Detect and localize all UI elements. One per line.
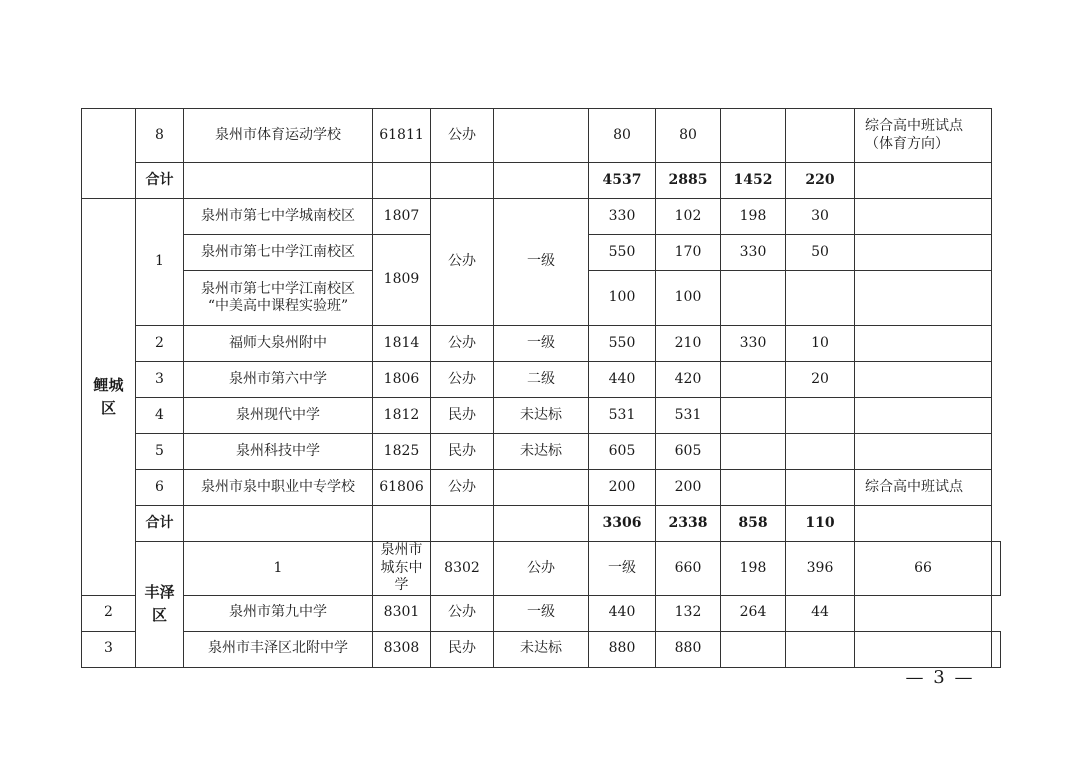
plan-total: 550 [589,326,656,362]
page-number: — 3 — [905,667,975,688]
plan-total: 330 [589,199,656,235]
school-type: 公办 [494,542,589,596]
row-number: 1 [184,542,373,596]
subtotal-label: 合计 [136,506,184,542]
subtotal-row [82,163,1001,199]
district-cell-fengze: 丰泽 区 [136,542,184,668]
plan-col-1: 420 [656,362,721,398]
school-name: 泉州市第七中学江南校区 [184,235,373,271]
plan-col-1: 132 [656,595,721,631]
plan-col-2: 396 [786,542,855,596]
school-code: 61811 [373,109,431,163]
plan-col-2 [721,109,786,163]
row-number: 2 [136,326,184,362]
table-row [82,326,1001,362]
subtotal-col-1: 2338 [656,506,721,542]
school-name: 泉州现代中学 [184,398,373,434]
subtotal-label: 合计 [136,163,184,199]
school-code: 8308 [373,631,431,667]
plan-col-1: 198 [721,542,786,596]
plan-col-3 [786,109,855,163]
plan-total: 605 [589,434,656,470]
school-name: 泉州市第九中学 [184,595,373,631]
school-name: 泉州市第七中学江南校区 “中美高中课程实验班” [184,271,373,326]
note-line: 综合高中班试点 [865,118,963,134]
row-number: 1 [136,199,184,326]
school-code: 1809 [373,235,431,326]
school-code: 8301 [373,595,431,631]
school-code: 1812 [373,398,431,434]
plan-col-2: 198 [721,199,786,235]
row-number: 3 [82,631,136,667]
plan-col-1: 605 [656,434,721,470]
school-code: 61806 [373,470,431,506]
plan-total: 80 [589,109,656,163]
district-cell-licheng: 鲤城 区 [82,199,136,596]
plan-col-1: 170 [656,235,721,271]
school-type: 公办 [431,109,494,163]
school-type: 公办 [431,595,494,631]
plan-col-3: 30 [786,199,855,235]
note: 综合高中班试点 [855,470,992,506]
subtotal-row [82,506,1001,542]
subtotal-col-2: 1452 [721,163,786,199]
row-number: 6 [136,470,184,506]
subtotal-col-3: 110 [786,506,855,542]
row-number: 4 [136,398,184,434]
school-name: 泉州市第六中学 [184,362,373,398]
plan-total: 531 [589,398,656,434]
school-type: 民办 [431,398,494,434]
plan-total: 660 [656,542,721,596]
plan-col-1: 102 [656,199,721,235]
table-row [82,434,1001,470]
plan-total: 440 [589,595,656,631]
school-level: 未达标 [494,398,589,434]
table-row [82,199,1001,235]
school-level: 一级 [494,595,589,631]
school-level: 一级 [494,326,589,362]
school-type: 公办 [431,362,494,398]
plan-col-2: 330 [721,235,786,271]
school-name: 泉州市第七中学城南校区 [184,199,373,235]
plan-col-1: 100 [656,271,721,326]
row-number: 3 [136,362,184,398]
subtotal-col-2: 858 [721,506,786,542]
note-line: （体育方向） [865,135,949,152]
school-type: 民办 [431,434,494,470]
school-level: 一级 [494,199,589,326]
table-row [82,362,1001,398]
school-code: 1814 [373,326,431,362]
plan-col-1: 880 [656,631,721,667]
table-row [82,398,1001,434]
school-name: 泉州市城东中学 [373,542,431,596]
school-code: 1825 [373,434,431,470]
enrollment-table [81,108,1001,668]
plan-col-3: 10 [786,326,855,362]
school-name: 泉州市丰泽区北附中学 [184,631,373,667]
school-code: 8302 [431,542,494,596]
plan-col-3: 44 [786,595,855,631]
plan-total: 550 [589,235,656,271]
school-code: 1807 [373,199,431,235]
plan-col-3: 66 [855,542,992,596]
table-row [82,631,1001,667]
school-type: 公办 [431,199,494,326]
school-level: 未达标 [494,434,589,470]
school-name: 泉州市泉中职业中专学校 [184,470,373,506]
row-number: 2 [82,595,136,631]
row-number: 8 [136,109,184,163]
plan-col-3: 50 [786,235,855,271]
plan-col-2: 330 [721,326,786,362]
note [855,109,992,163]
table-row [82,595,1001,631]
row-number: 5 [136,434,184,470]
plan-col-2 [721,362,786,398]
school-code: 1806 [373,362,431,398]
plan-col-1: 531 [656,398,721,434]
school-level: 二级 [494,362,589,398]
table-row [82,109,1001,163]
subtotal-col-3: 220 [786,163,855,199]
school-type: 民办 [431,631,494,667]
subtotal-col-1: 2885 [656,163,721,199]
school-name: 福师大泉州附中 [184,326,373,362]
plan-total: 440 [589,362,656,398]
school-type: 公办 [431,470,494,506]
school-type: 公办 [431,326,494,362]
plan-total: 200 [589,470,656,506]
school-level [494,109,589,163]
school-level: 一级 [589,542,656,596]
table-row [82,542,1001,596]
plan-col-1: 210 [656,326,721,362]
table-row [82,470,1001,506]
plan-col-1: 80 [656,109,721,163]
plan-total: 100 [589,271,656,326]
school-name: 泉州科技中学 [184,434,373,470]
plan-col-2: 264 [721,595,786,631]
subtotal-total: 4537 [589,163,656,199]
school-name: 泉州市体育运动学校 [184,109,373,163]
plan-col-1: 200 [656,470,721,506]
school-level: 未达标 [494,631,589,667]
plan-total: 880 [589,631,656,667]
district-cell-blank [82,109,136,199]
subtotal-total: 3306 [589,506,656,542]
plan-col-3: 20 [786,362,855,398]
